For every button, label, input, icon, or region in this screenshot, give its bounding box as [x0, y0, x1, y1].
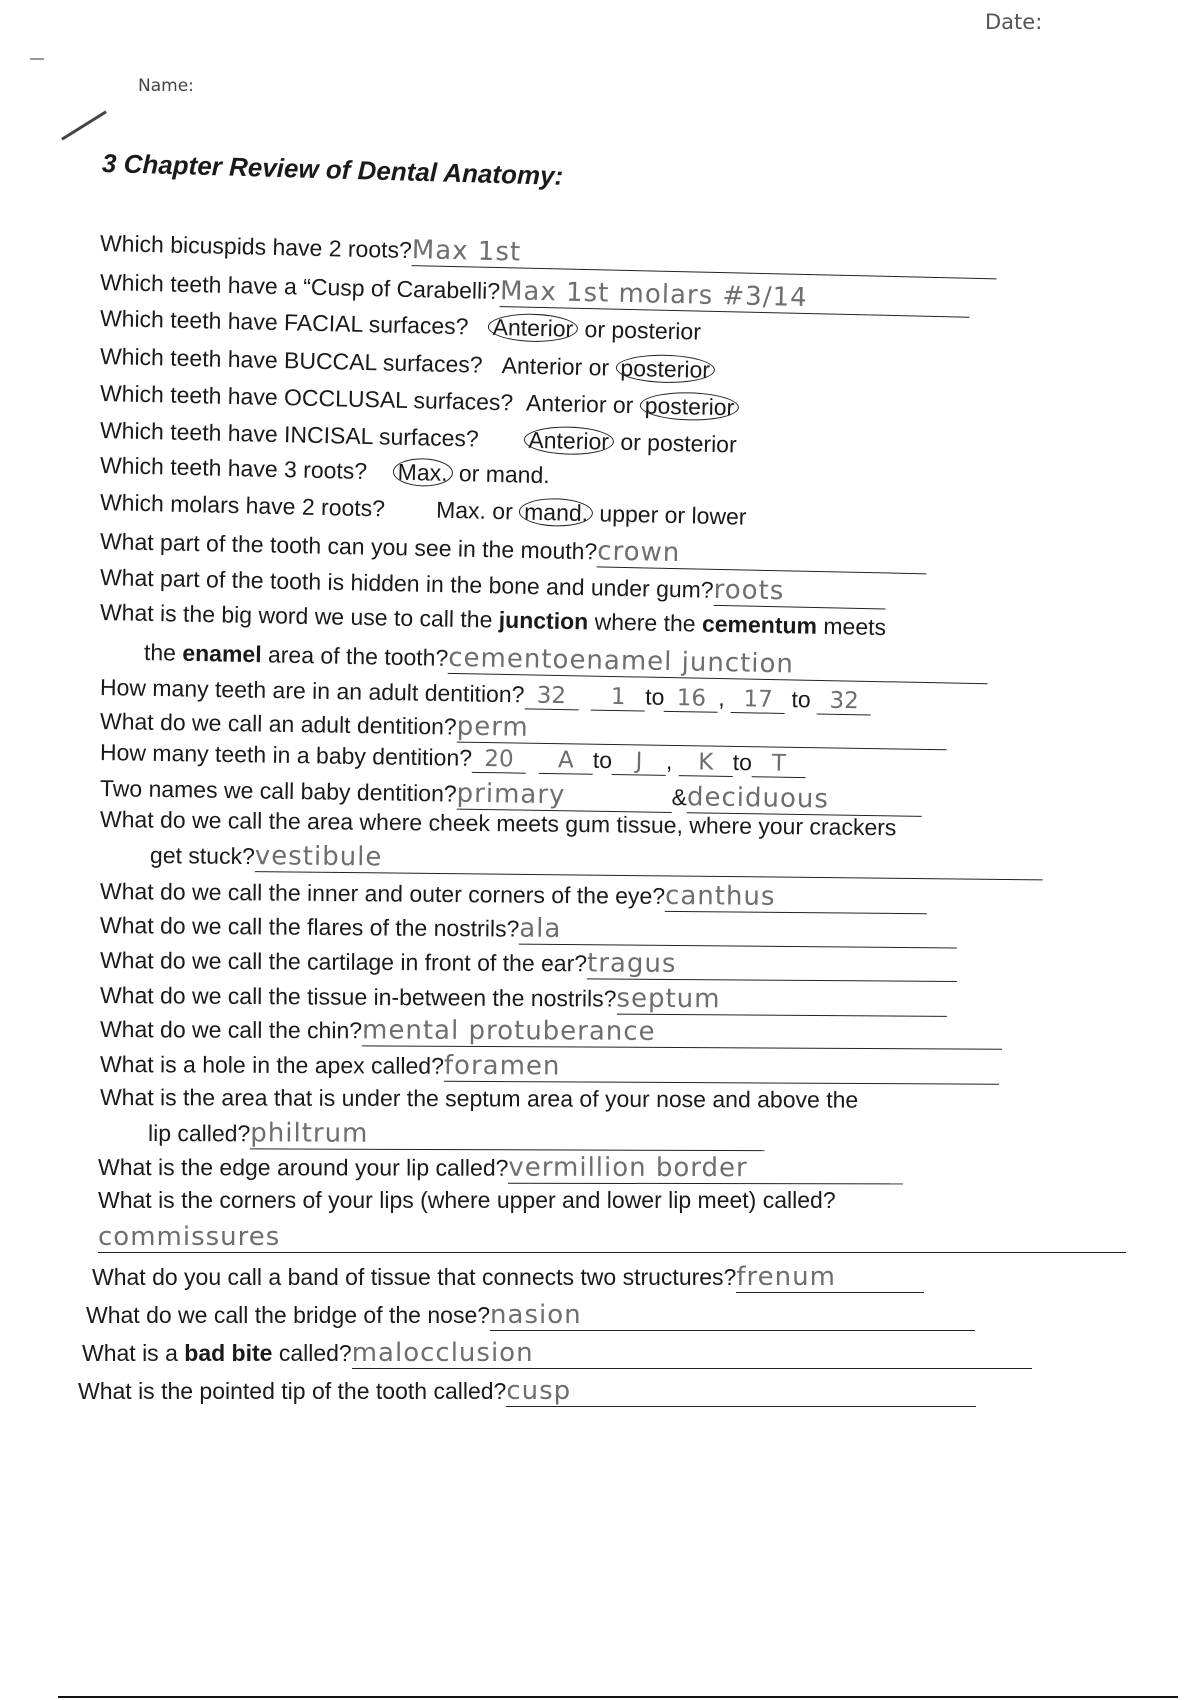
ampersand: &	[671, 783, 688, 811]
range-end: 32	[817, 688, 871, 716]
option: posterior	[611, 316, 702, 345]
range-end: J	[612, 748, 666, 776]
answer: malocclusion	[351, 1338, 534, 1368]
circled-option: Anterior	[487, 313, 578, 343]
question-24	[98, 1152, 903, 1184]
option: or mand.	[458, 460, 550, 489]
question-text: What do we call an adult dentition?	[99, 708, 457, 740]
range-end: 16	[664, 685, 718, 713]
option-separator: or	[588, 354, 610, 381]
answer: vermillion border	[508, 1152, 748, 1184]
question-text: Which teeth have BUCCAL surfaces?	[99, 343, 483, 378]
answer: foramen	[443, 1050, 561, 1082]
question-14: How many teeth in a baby dentition? 20 A to J , K to T	[100, 739, 806, 778]
answer: commissures	[98, 1222, 281, 1252]
question-text: What do you call a band of tissue that connects two structures?	[92, 1264, 737, 1290]
question-text: What is the area that is under the septum area of your nose and above the	[99, 1084, 859, 1113]
question-18	[100, 910, 958, 948]
option: posterior	[646, 429, 737, 458]
question-text: What do we call the area where cheek meets gum tissue, where your crackers	[99, 806, 897, 841]
range-start: 17	[731, 686, 785, 714]
question-text: called?	[278, 1340, 352, 1366]
range-to: to	[644, 683, 665, 710]
option-extra: upper or lower	[599, 500, 747, 530]
page-bottom-rule	[58, 1696, 1178, 1698]
page-title: 3 Chapter Review of Dental Anatomy:	[101, 148, 564, 191]
question-text: the	[143, 639, 177, 666]
option: Max. or	[435, 496, 514, 525]
answer: nasion	[490, 1300, 582, 1330]
question-text: What do we call the chin?	[99, 1016, 363, 1044]
answer: ala	[519, 913, 562, 945]
circled-option: Max.	[392, 458, 452, 487]
question-29	[78, 1376, 976, 1407]
option-separator: or	[584, 316, 606, 343]
question-text: where the	[594, 608, 696, 637]
range-to: to	[791, 686, 811, 713]
circled-option: posterior	[615, 354, 715, 384]
question-25-answer-line	[98, 1222, 1126, 1253]
question-22	[100, 1049, 999, 1085]
question-4	[100, 343, 716, 384]
bold-term: cementum	[701, 610, 818, 639]
pen-mark	[61, 110, 107, 140]
answer: philtrum	[250, 1118, 369, 1149]
question-text: What do we call the bridge of the nose?	[86, 1302, 491, 1328]
question-text: Which teeth have OCCLUSAL surfaces?	[99, 380, 514, 416]
question-17	[100, 876, 927, 914]
range-end: T	[752, 750, 806, 778]
question-23-line-2	[148, 1118, 765, 1151]
answer: canthus	[664, 880, 776, 912]
question-text: What do we call the cartilage in front of the ear?	[99, 947, 588, 977]
answer: mental protuberance	[362, 1015, 656, 1047]
answer: roots	[713, 574, 785, 607]
pen-mark-corner	[30, 58, 44, 60]
question-text: Which teeth have INCISAL surfaces?	[99, 417, 480, 452]
question-text: get stuck?	[149, 842, 255, 870]
answer: crown	[596, 536, 681, 569]
question-23	[100, 1084, 858, 1114]
range-start: K	[679, 749, 733, 777]
question-19	[100, 945, 957, 982]
range-start: A	[539, 747, 593, 775]
question-text: What is the edge around your lip called?	[97, 1154, 509, 1181]
question-20	[100, 980, 947, 1017]
question-text: What is the big word we use to call the	[99, 599, 493, 633]
question-text: lip called?	[147, 1120, 251, 1147]
answer: cementoenamel junction	[448, 642, 795, 680]
range-to: to	[732, 748, 753, 776]
circled-option: posterior	[639, 391, 739, 421]
question-text: What do we call the flares of the nostrils?	[99, 912, 520, 942]
option-separator: or	[612, 391, 634, 419]
question-text: What is the corners of your lips (where upper and lower lip meet) called?	[98, 1187, 836, 1213]
question-text: What do we call the tissue in-between the nostrils?	[99, 982, 617, 1012]
question-text: How many teeth are in an adult dentition?	[99, 674, 525, 708]
question-text: How many teeth in a baby dentition?	[99, 739, 473, 771]
question-21	[100, 1014, 1002, 1050]
question-text: What is the pointed tip of the tooth called?	[78, 1378, 507, 1404]
question-text: Which teeth have FACIAL surfaces?	[99, 305, 469, 340]
question-text: What is a	[82, 1340, 178, 1366]
question-text: What part of the tooth is hidden in the bone and under gum?	[99, 564, 714, 603]
answer: Max 1st molars #3/14	[499, 276, 808, 314]
answer: septum	[616, 983, 721, 1015]
answer: cusp	[506, 1376, 572, 1406]
answer: vestibule	[254, 841, 383, 873]
bold-term: junction	[498, 606, 589, 635]
answer: perm	[456, 711, 529, 743]
question-text: Which teeth have 3 roots?	[99, 452, 368, 485]
question-28	[82, 1338, 1032, 1369]
bold-term: bad bite	[184, 1340, 273, 1366]
answer: 32	[524, 682, 578, 710]
answer: frenum	[736, 1262, 836, 1292]
question-6	[100, 417, 737, 458]
option: Anterior	[525, 389, 607, 418]
option-separator: or	[620, 428, 642, 456]
question-8	[100, 489, 747, 531]
answer: Max 1st	[411, 235, 522, 268]
answer: deciduous	[686, 782, 830, 815]
question-text: area of the tooth?	[267, 641, 449, 671]
range-to: to	[592, 746, 613, 774]
question-3	[100, 305, 702, 346]
question-7	[100, 452, 550, 489]
question-12: How many teeth are in an adult dentition? 32 1 to 16 , 17 to 32	[100, 674, 872, 715]
circled-option: mand.	[519, 498, 594, 528]
question-16-line-2	[150, 840, 1043, 880]
answer: tragus	[586, 948, 677, 980]
question-25	[98, 1187, 836, 1214]
bold-term: enamel	[182, 639, 262, 668]
question-text: Which teeth have a “Cusp of Carabelli?	[99, 269, 501, 305]
question-text: What do we call the inner and outer corners of the eye?	[99, 878, 666, 909]
question-text: What is a hole in the apex called?	[99, 1051, 445, 1079]
date-label: Date:	[985, 10, 1043, 34]
question-text: Which bicuspids have 2 roots?	[99, 230, 413, 264]
question-5	[100, 380, 740, 421]
question-text: Two names we call baby dentition?	[99, 775, 457, 807]
question-text: What part of the tooth can you see in the mouth?	[99, 528, 598, 565]
question-27	[86, 1300, 975, 1331]
question-26	[92, 1262, 924, 1293]
option: Anterior	[501, 352, 583, 380]
range-start: 1	[591, 684, 645, 712]
question-text: Which molars have 2 roots?	[99, 489, 386, 522]
name-label: Name:	[138, 76, 194, 96]
answer: 20	[472, 746, 526, 774]
question-text: meets	[823, 612, 887, 641]
answer: primary	[456, 778, 566, 811]
circled-option: Anterior	[523, 426, 614, 456]
